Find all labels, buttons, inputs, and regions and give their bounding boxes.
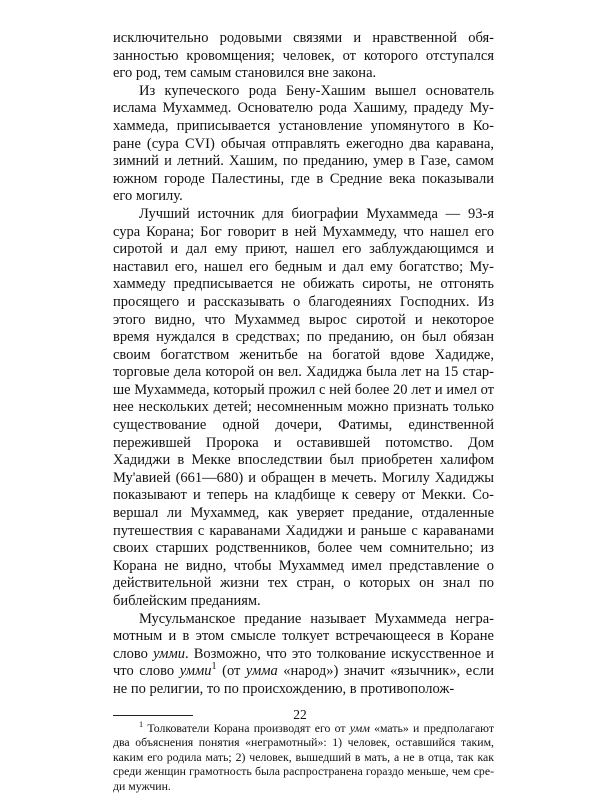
italic-term: умми — [153, 645, 185, 662]
text-run: «народ») значит «язычник», если не по религии, то по происхождению, в противополож- — [113, 663, 494, 697]
paragraph-p4 — [113, 611, 494, 699]
italic-term: умми — [179, 663, 212, 680]
text-run: Из купеческого рода Бену-Хашим вышел основатель ислама Мухаммед. Основателю рода Хашиму, прадеду Мухаммеда, приписывается установление упомянутого в Коране (сура CVI) обычая отправлять ежегодно два каравана, зимний и летний. Хашим, по преданию, умер в Газе, самом южном городе Палестины, где в Средние века показывали его могилу. — [113, 82, 494, 205]
page-number: 22 — [293, 707, 307, 722]
paragraph-p3 — [113, 206, 494, 611]
text-run: . Возможно, что это толкование искусственное и что слово — [113, 645, 494, 680]
text-run: Мусульманское предание называет Мухаммеда неграмотным и в этом смысле толкует встречающееся в Коране слово — [113, 610, 494, 662]
footnote-marker: 1 — [211, 661, 217, 673]
text-run: «мать» и предполагают два объяснения понятия «неграмотный»: 1) человек, оставшийся таким, каким его родила мать; 2) человек, вышедший в мать, а не в отца, так как среди женщин грамотность была распространена гораздо меньше, чем среди мужчин. — [113, 720, 494, 793]
paragraph-p2 — [113, 83, 494, 206]
text-run: Лучший источник для биографии Мухаммеда — 93-я сура Корана; Бог говорит в ней Мухаммеду, что нашел его сиротой и дал ему приют, нашел его заблуждающимся и наставил его, нашел его бедным и дал ему богатство; Мухаммеду предписывается не обижать сироты, не отгонять просящего и рассказывать о благодеяниях Господних. Из этого видно, что Мухаммед вырос сиротой и некоторое время нуждался в средствах; по преданию, он был обязан своим богатством женитьбе на богатой вдове Хадидже, торговые дела которой он вел. Хадиджа была лет на 15 старше Мухаммеда, который прожил с ней более 20 лет и имел от нее нескольких детей; несомненным можно признать только существование одной дочери, Фатимы, единственной пережившей Пророка и оставившей потомство. Дом Хадиджи в Мекке впоследствии был приобретен халифом Му'авией (661—680) и обращен в мечеть. Могилу Хадиджы показывают и теперь на кладбище к северу от Мекки. Совершал ли Мухаммед, как уверяет предание, отдаленные путешествия с караванами Хадиджи и раньше с караванами своих старших родственников, более чем сомнительно; из Корана не видно, чтобы Мухаммед имел представление о действительной жизни тех стран, о которых он знал по библейским преданиям. — [113, 205, 494, 609]
text-run: Толкователи Корана производят его от — [143, 720, 350, 735]
footnote-marker: 1 — [139, 719, 144, 729]
footnotes — [113, 715, 494, 794]
paragraph-p1 — [113, 30, 494, 83]
text-run: (от — [216, 663, 246, 680]
footnote-fn1 — [113, 721, 494, 794]
italic-term: умм — [349, 720, 370, 735]
main-text — [113, 30, 494, 699]
italic-term: умма — [245, 663, 278, 680]
text-run: исключительно родовыми связями и нравственной обязанностью кровомщения; человек, от которого отступался его род, тем самым становился вне закона. — [113, 30, 494, 82]
